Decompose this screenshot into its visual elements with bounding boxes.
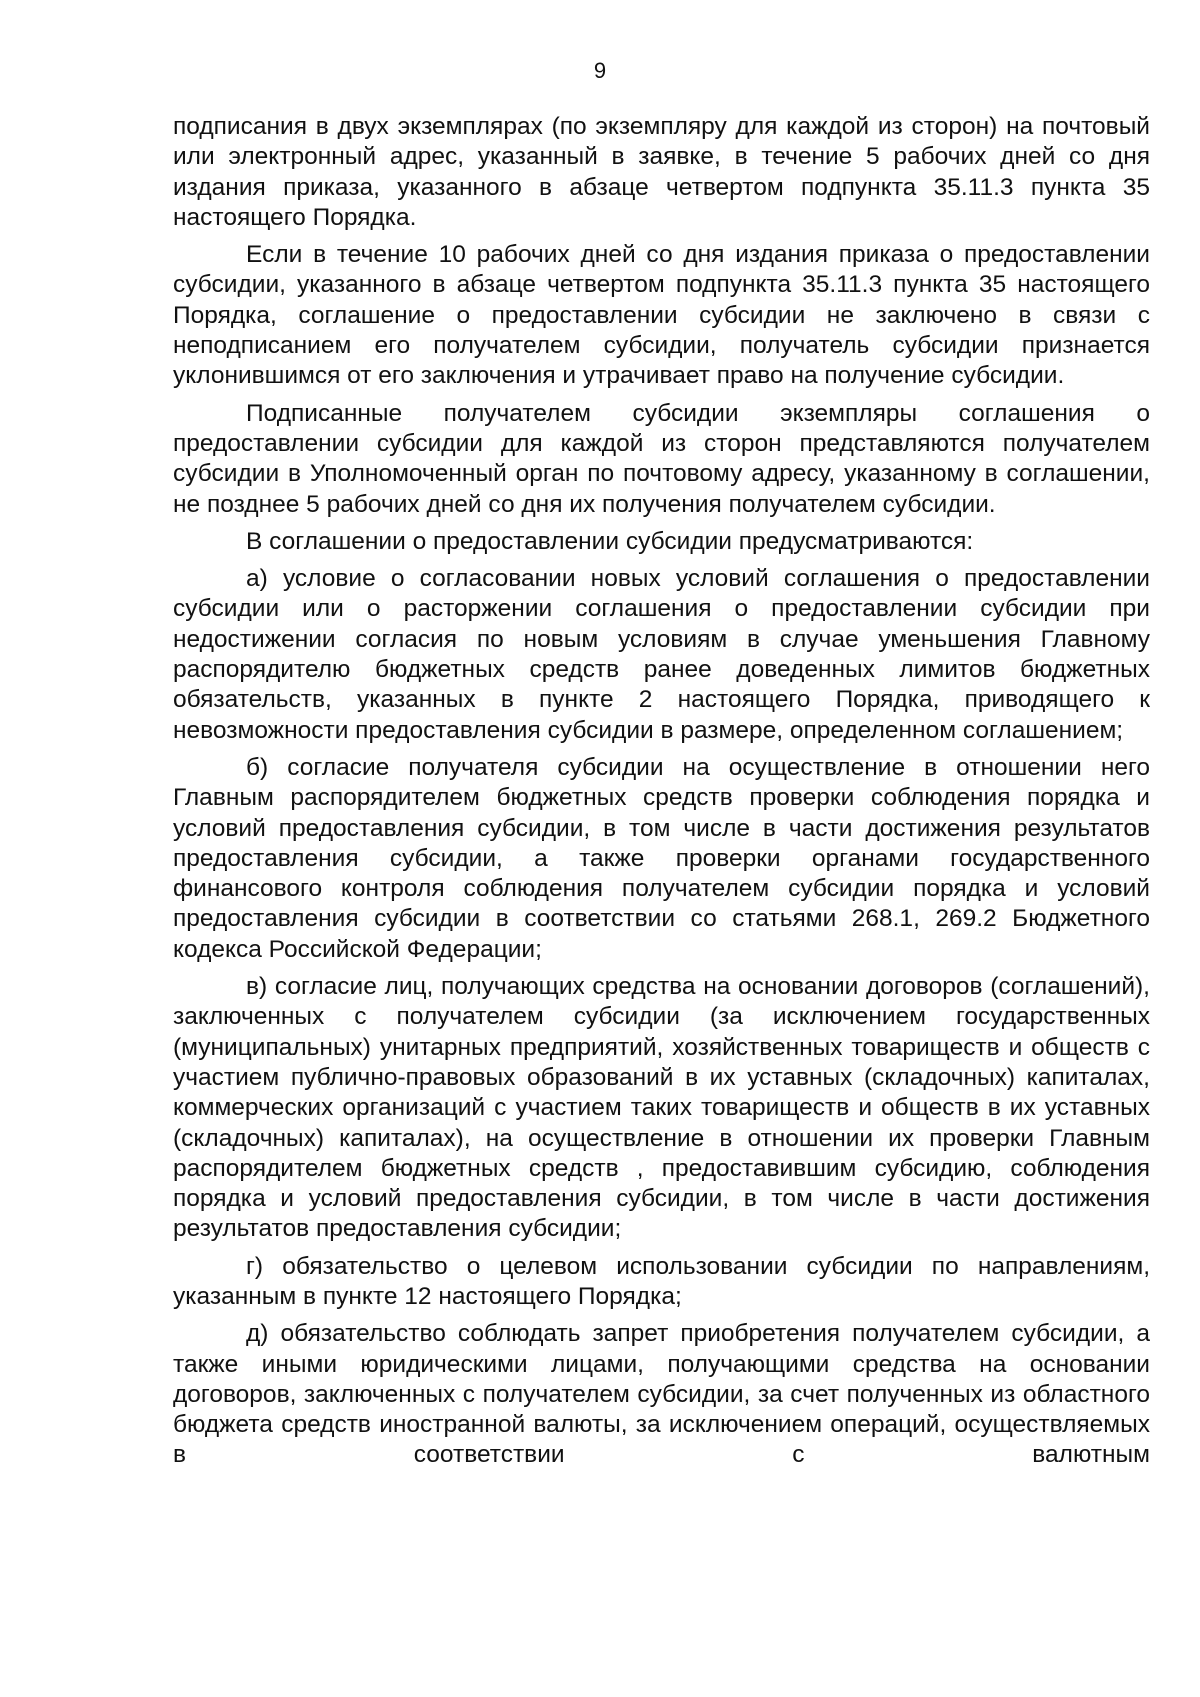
page-number: 9 [593,58,607,83]
paragraph-signed-copies: Подписанные получателем субсидии экземпляры соглашения о предоставлении субсидии для каждой из сторон представляются получателем субсидии в Уполномоченный орган по почтовому адресу, указанному в соглашении, не позднее 5 рабочих дней со дня их получения получателем субсидии. [173,399,1150,518]
list-item-a: а) условие о согласовании новых условий соглашения о предоставлении субсидии или о расторжении соглашения о предоставлении субсидии при недостижении согласия по новым условиям в случае уменьшения Главному распорядителю бюджетных средств ранее доведенных лимитов бюджетных обязательств, указанных в пункте 2 настоящего Порядка, приводящего к невозможности предоставления субсидии в размере, определенном соглашением; [173,565,1150,744]
list-item-v: в) согласие лиц, получающих средства на основании договоров (соглашений), заключенных с получателем субсидии (за исключением государственных (муниципальных) унитарных предприятий, хозяйственных товариществ и обществ с участием публично-правовых образований в их уставных (складочных) капиталах, коммерческих организаций с участием таких товариществ и обществ в их уставных (складочных) капиталах), на осуществление в отношении их проверки Главным распорядителем бюджетных средств , предоставившим субсидию, соблюдения порядка и условий предоставления субсидии, в том числе в части достижения результатов предоставления субсидии; [173,973,1150,1243]
list-item-g: г) обязательство о целевом использовании субсидии по направлениям, указанным в пункте 12 настоящего Порядка; [173,1252,1150,1310]
paragraph-continuation: подписания в двух экземплярах (по экземпляру для каждой из сторон) на почтовый или электронный адрес, указанный в заявке, в течение 5 рабочих дней со дня издания приказа, указанного в абзаце четвертом подпункта 35.11.3 пункта 35 настоящего Порядка. [173,113,1150,231]
list-item-d: д) обязательство соблюдать запрет приобретения получателем субсидии, а также иными юридическими лицами, получающими средства на основании договоров, заключенных с получателем субсидии, за счет полученных из областного бюджета средств иностранной валюты, за исключением операций, осуществляемых в соответствии с валютным [173,1320,1150,1469]
document-body [173,112,1150,1478]
paragraph-agreement-provisions: В соглашении о предоставлении субсидии предусматриваются: [246,527,974,555]
list-item-b: б) согласие получателя субсидии на осуществление в отношении него Главным распорядителем бюджетных средств проверки соблюдения порядка и условий предоставления субсидии, в том числе в части достижения результатов предоставления субсидии, а также проверки органами государственного финансового контроля соблюдения получателем субсидии порядка и условий предоставления субсидии в соответствии со статьями 268.1, 269.2 Бюджетного кодекса Российской Федерации; [173,753,1150,963]
paragraph-evasion-clause: Если в течение 10 рабочих дней со дня издания приказа о предоставлении субсидии, указанного в абзаце четвертом подпункта 35.11.3 пункта 35 настоящего Порядка, соглашение о предоставлении субсидии не заключено в связи с неподписанием его получателем субсидии, получатель субсидии признается уклонившимся от его заключения и утрачивает право на получение субсидии. [173,241,1150,390]
